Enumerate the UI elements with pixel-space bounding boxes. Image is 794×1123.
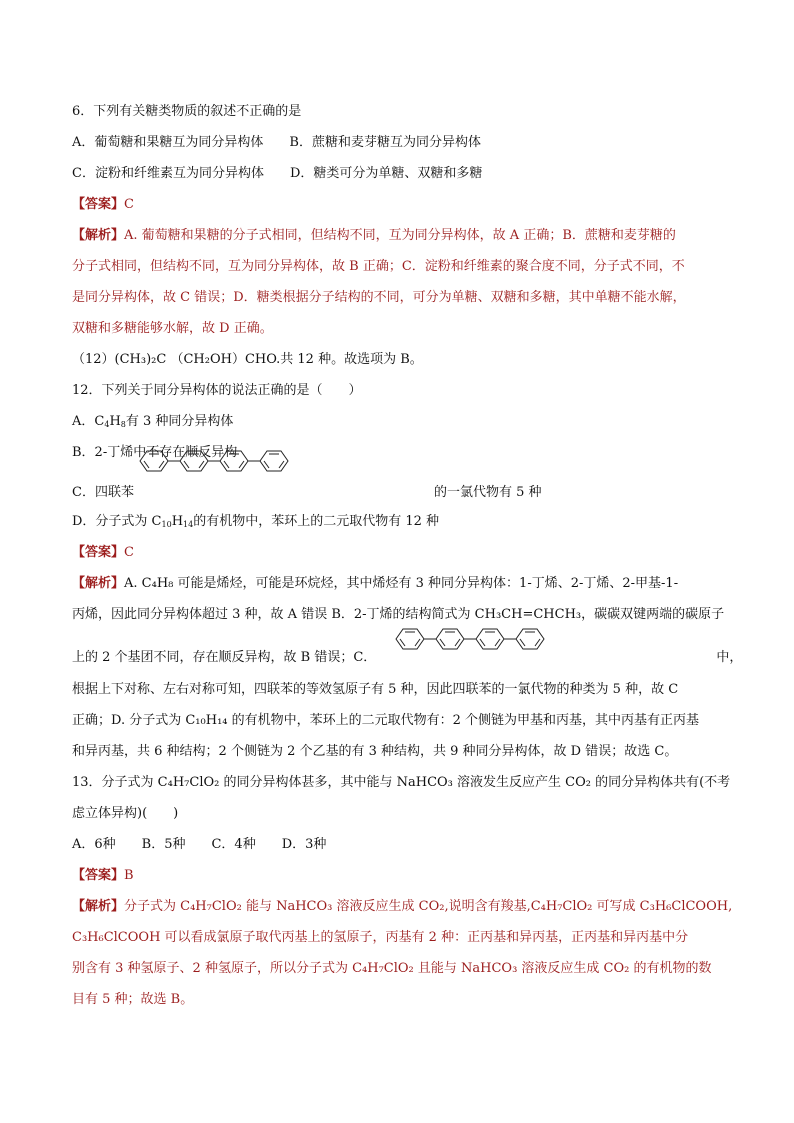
answer-value: B [124, 868, 134, 883]
q12-analysis-line-4: 根据上下对称、左右对称可知，四联苯的等效氢原子有 5 种，因此四联苯的一氯代物的种类为 5 种，故 C [72, 682, 679, 697]
q6-option-b: B．蔗糖和麦芽糖互为同分异构体 [289, 135, 481, 150]
q13-analysis-line-4: 目有 5 种；故选 B。 [72, 992, 194, 1007]
q12-analysis-line-1: 【解析】A. C₄H₈ 可能是烯烃，可能是环烷烃，其中烯烃有 3 种同分异构体：1-丁烯、2-丁烯、2-甲基-1- [72, 576, 679, 591]
q12-option-d: D．分子式为 $C_{10}H_{14}$的有机物中，苯环上的二元取代物有 12 种 [72, 514, 440, 529]
q6-options-row2 [72, 158, 724, 189]
q13-analysis-line-2: C₃H₆ClCOOH 可以看成氯原子取代丙基上的氢原子，丙基有 2 种：正丙基和异丙基，正丙基和异丙基中分 [72, 930, 689, 945]
q13-stem-line-2: 虑立体异构)( ) [72, 806, 179, 821]
q6-answer [72, 189, 724, 220]
q12-analysis-line-2: 丙烯，因此同分异构体超过 3 种，故 A 错误 B．2-丁烯的结构简式为 CH₃CH=CHCH₃，碳碳双键两端的碳原子 [72, 607, 725, 622]
q13-answer [72, 860, 724, 891]
q13-stem-line-1: 13．分子式为 C₄H₇ClO₂ 的同分异构体甚多，其中能与 NaHCO₃ 溶液发生反应产生 CO₂ 的同分异构体共有(不考 [72, 775, 731, 790]
analysis-label: 【解析】 [72, 899, 125, 914]
quaterphenyl-structure-image [390, 624, 550, 654]
analysis-label: 【解析】 [72, 228, 125, 243]
q6-options-row1 [72, 127, 724, 158]
q6-option-c: C．淀粉和纤维素互为同分异构体 [72, 166, 264, 181]
q6-option-a: A．葡萄糖和果糖互为同分异构体 [72, 135, 264, 150]
q13-analysis-line-3: 别含有 3 种氢原子、2 种氢原子，所以分子式为 C₄H₇ClO₂ 且能与 NaHCO₃ 溶液反应生成 CO₂ 的有机物的数 [72, 961, 712, 976]
q12-option-c: C．四联苯 的一氯代物有 5 种 [72, 468, 724, 506]
page-content [72, 96, 743, 1015]
q12-stem: 12．下列关于同分异构体的说法正确的是（ ） [72, 383, 362, 398]
q13-options: A．6种 B．5种 C．4种 D．3种 [72, 837, 327, 852]
q12-analysis-line-6: 和异丙基，共 6 种结构；2 个侧链为 2 个乙基的有 3 种结构，共 9 种同分异构体，故 D 错误；故选 C。 [72, 744, 678, 759]
answer-label: 【答案】 [72, 197, 125, 212]
q6-stem: 6．下列有关糖类物质的叙述不正确的是 [72, 104, 302, 119]
analysis-label: 【解析】 [72, 576, 125, 591]
q12-analysis-line-5: 正确；D. 分子式为 C₁₀H₁₄ 的有机物中，苯环上的二元取代物有：2 个侧链为甲基和丙基，其中丙基有正丙基 [72, 713, 700, 728]
q6-analysis-line-3: 是同分异构体，故 C 错误；D．糖类根据分子结构的不同，可分为单糖、双糖和多糖，其中单糖不能水解， [72, 290, 686, 305]
answer-label: 【答案】 [72, 545, 125, 560]
q12-option-a: A．$C_4H_8$有 3 种同分异构体 [72, 414, 234, 429]
q12-answer [72, 537, 724, 568]
q6-analysis-line-2: 分子式相同，但结构不同，互为同分异构体，故 B 正确；C．淀粉和纤维素的聚合度不同，分子式不同，不 [72, 259, 685, 274]
q6-analysis-line-4: 双糖和多糖能够水解，故 D 正确。 [72, 321, 273, 336]
q12-analysis-line-3: 上的 2 个基团不同，存在顺反异构，故 B 错误；C． 中， [72, 630, 724, 674]
answer-value: C [124, 197, 134, 212]
q6-option-d: D．糖类可分为单糖、双糖和多糖 [289, 166, 483, 181]
answer-label: 【答案】 [72, 868, 125, 883]
q13-analysis-line-1: 【解析】分子式为 C₄H₇ClO₂ 能与 NaHCO₃ 溶液反应生成 CO₂,说明含有羧基,C₄H₇ClO₂ 可写成 C₃H₆ClCOOH, [72, 899, 733, 914]
q12-option-b: B．2-丁烯中不存在顺反异构 [72, 445, 238, 460]
q6-analysis-line-1: 【解析】A. 葡萄糖和果糖的分子式相同，但结构不同，互为同分异构体，故 A 正确；B．蔗糖和麦芽糖的 [72, 228, 676, 243]
quaterphenyl-structure-image [134, 446, 294, 476]
extra-line: （12）(CH₃)₂C （CH₂OH）CHO.共 12 种。故选项为 B。 [72, 352, 423, 367]
answer-value: C [124, 545, 134, 560]
